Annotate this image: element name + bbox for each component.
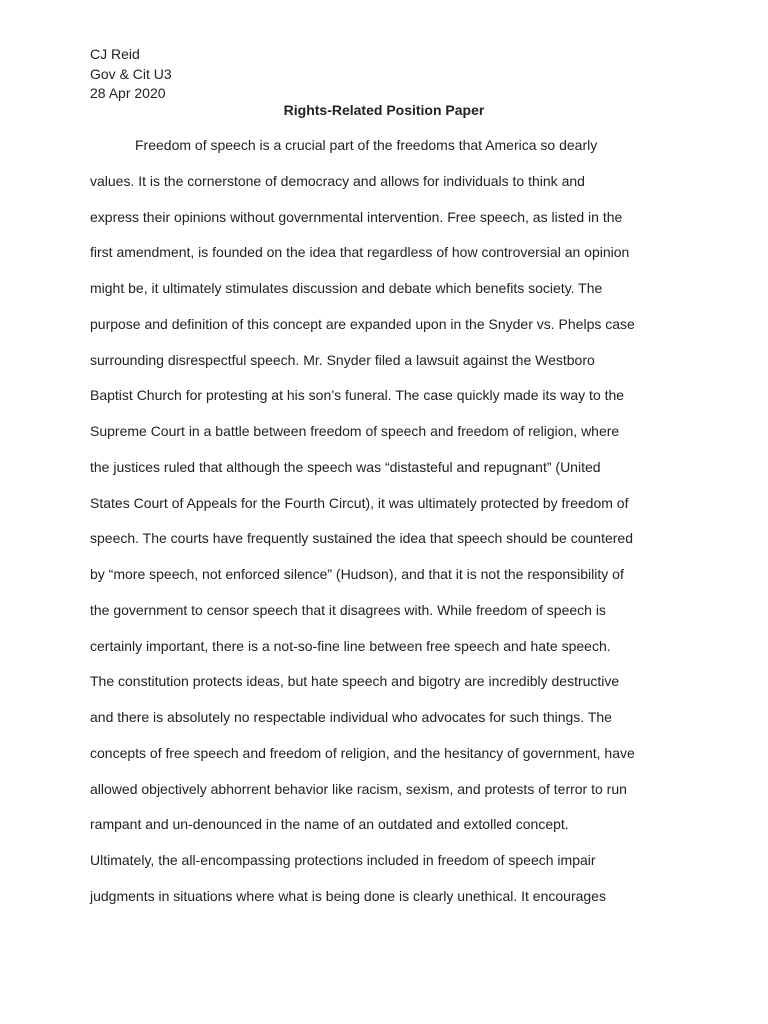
body-line: the government to censor speech that it disagrees with. While freedom of speech is — [90, 601, 606, 618]
body-line: the justices ruled that although the speech was “distasteful and repugnant” (United — [90, 458, 601, 475]
document-title: Rights-Related Position Paper — [283, 102, 485, 118]
document-date: 28 Apr 2020 — [90, 85, 166, 101]
body-line: Freedom of speech is a crucial part of the freedoms that America so dearly — [135, 137, 598, 153]
body-line: The constitution protects ideas, but hate speech and bigotry are incredibly destructive — [90, 673, 620, 690]
author-name: CJ Reid — [90, 46, 140, 62]
body-line: speech. The courts have frequently sustained the idea that speech should be countered — [90, 530, 633, 547]
body-line: allowed objectively abhorrent behavior like racism, sexism, and protests of terror to run — [90, 780, 627, 797]
body-text — [90, 136, 690, 923]
body-line: and there is absolutely no respectable individual who advocates for such things. The — [90, 709, 612, 725]
body-line: might be, it ultimately stimulates discussion and debate which benefits society. The — [90, 280, 603, 296]
body-line: express their opinions without governmental intervention. Free speech, as listed in the — [90, 208, 623, 225]
body-line: concepts of free speech and freedom of religion, and the hesitancy of government, have — [90, 744, 635, 761]
document-header — [90, 45, 172, 104]
body-line: Baptist Church for protesting at his son’s funeral. The case quickly made its way to the — [90, 387, 625, 404]
body-line: first amendment, is founded on the idea that regardless of how controversial an opinion — [90, 244, 630, 261]
body-line: values. It is the cornerstone of democracy and allows for individuals to think and — [90, 172, 585, 189]
body-line: certainly important, there is a not-so-fine line between free speech and hate speech. — [90, 637, 611, 654]
body-line: purpose and definition of this concept are expanded upon in the Snyder vs. Phelps case — [90, 315, 635, 332]
body-line: by “more speech, not enforced silence” (Hudson), and that it is not the responsibility of — [90, 566, 624, 582]
body-line: surrounding disrespectful speech. Mr. Snyder filed a lawsuit against the Westboro — [90, 351, 595, 368]
body-line: States Court of Appeals for the Fourth Circut), it was ultimately protected by freedom of — [90, 494, 629, 511]
body-line: Ultimately, the all-encompassing protections included in freedom of speech impair — [90, 852, 596, 868]
body-line: Supreme Court in a battle between freedom of speech and freedom of religion, where — [90, 423, 620, 439]
body-line: judgments in situations where what is being done is clearly unethical. It encourages — [90, 887, 606, 904]
body-line: rampant and un-denounced in the name of an outdated and extolled concept. — [90, 816, 569, 833]
course-name: Gov & Cit U3 — [90, 65, 172, 82]
